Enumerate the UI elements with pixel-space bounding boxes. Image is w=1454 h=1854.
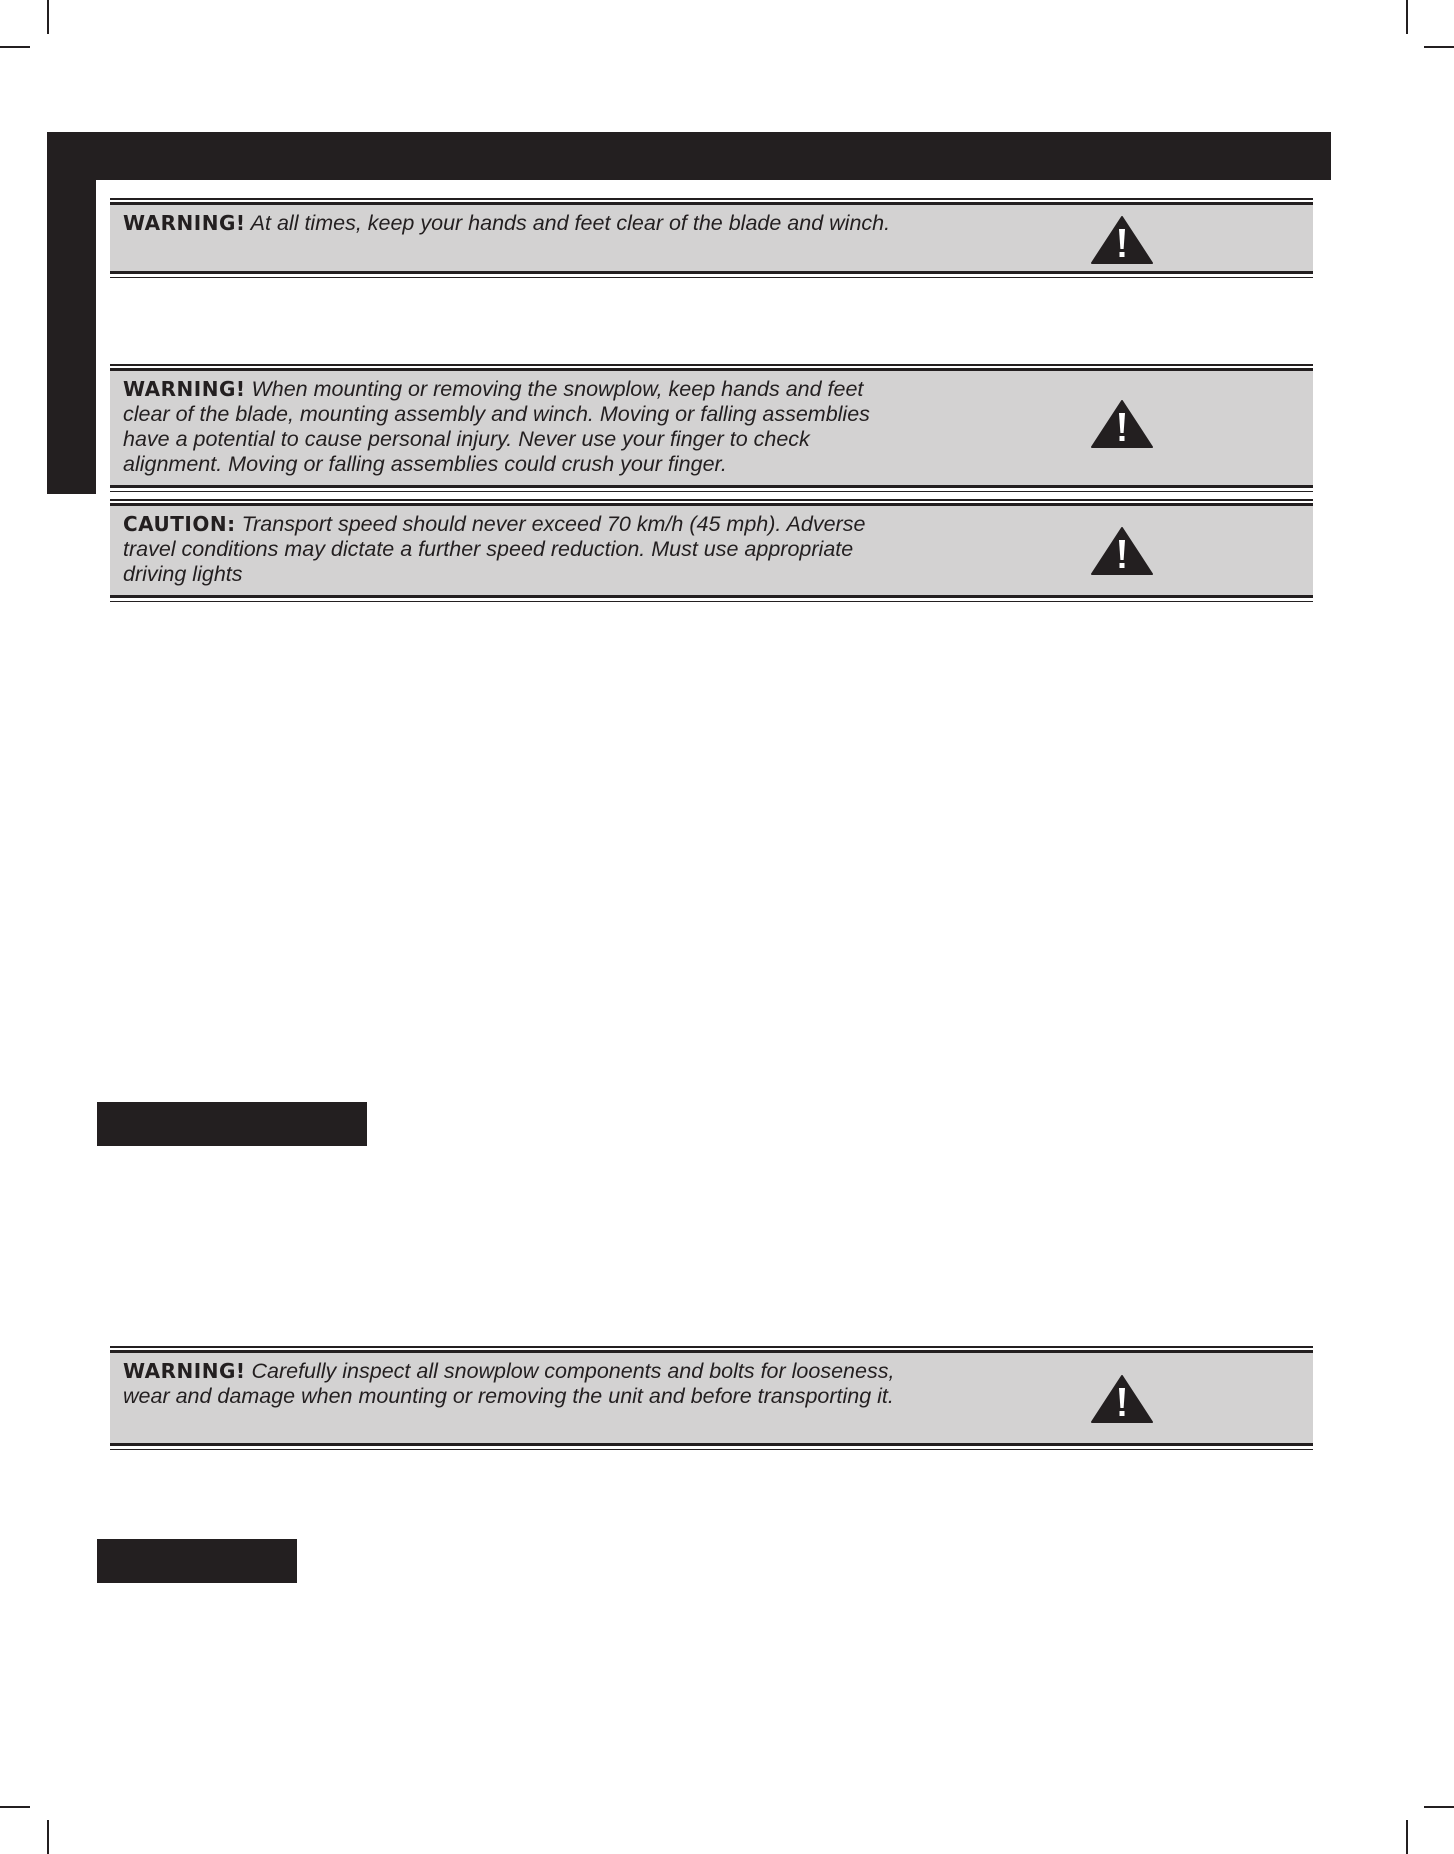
notice-label: WARNING! — [123, 377, 246, 401]
section-tab — [97, 1539, 297, 1583]
warning-box — [110, 202, 1313, 274]
notice-label: CAUTION: — [123, 512, 236, 536]
notice-label: WARNING! — [123, 211, 246, 235]
crop-mark — [1406, 0, 1408, 34]
warning-triangle-icon — [1090, 399, 1154, 449]
caution-box — [110, 503, 1313, 598]
warning-triangle-icon — [1090, 215, 1154, 265]
crop-mark — [1406, 1820, 1408, 1854]
section-tab — [97, 1102, 367, 1146]
crop-mark — [47, 0, 49, 34]
notice-body: When mounting or removing the snowplow, keep hands and feet clear of the blade, mounting assembly and winch. Moving or falling assemblies have a potential to cause personal injury. Never use your finger to check alignment. Moving or falling assemblies could crush your finger. — [123, 377, 870, 476]
notice-text — [123, 512, 913, 587]
crop-mark — [1424, 1806, 1454, 1808]
notice-body: Carefully inspect all snowplow components and bolts for looseness, wear and damage when mounting or removing the unit and before transporting it. — [123, 1359, 895, 1408]
warning-triangle-icon — [1090, 1374, 1154, 1424]
warning-box — [110, 368, 1313, 488]
warning-box — [110, 1350, 1313, 1446]
notice-text — [123, 211, 913, 236]
notice-text — [123, 1359, 913, 1409]
crop-mark — [1424, 46, 1454, 48]
notice-text — [123, 377, 913, 477]
notice-label: WARNING! — [123, 1359, 246, 1383]
notice-body: Transport speed should never exceed 70 km/h (45 mph). Adverse travel conditions may dictate a further speed reduction. Must use appropriate driving lights — [123, 512, 866, 586]
notice-body: At all times, keep your hands and feet clear of the blade and winch. — [245, 211, 891, 235]
crop-mark — [0, 1806, 30, 1808]
crop-mark — [0, 46, 30, 48]
crop-mark — [47, 1820, 49, 1854]
warning-triangle-icon — [1090, 526, 1154, 576]
side-bar — [47, 132, 96, 494]
header-bar — [47, 132, 1331, 180]
